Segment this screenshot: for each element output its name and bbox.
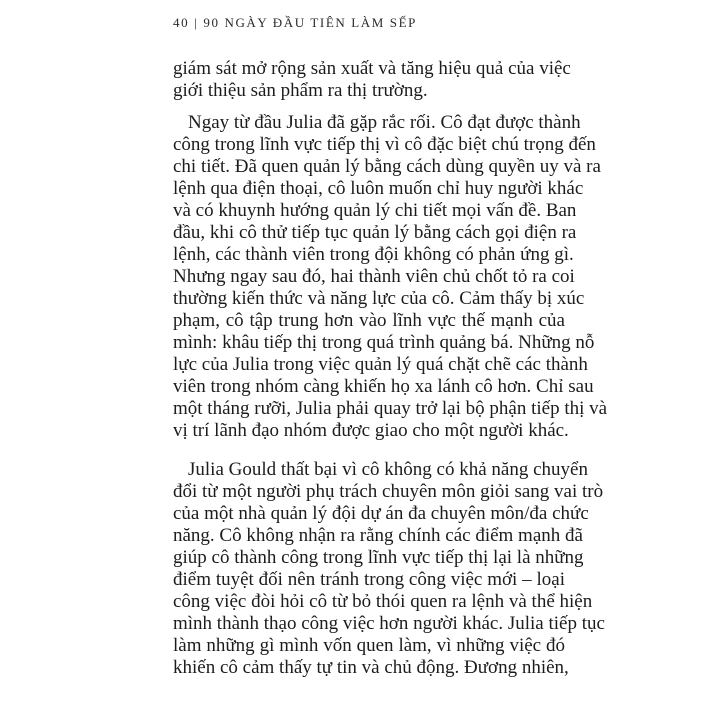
text-line: Nhưng ngay sau đó, hai thành viên chủ chốt tỏ ra coi [173,266,575,287]
text-line: đổi từ một người phụ trách chuyên môn giỏi sang vai trò [173,481,604,502]
text-line: lệnh qua điện thoại, cô luôn muốn chỉ huy người khác [173,178,584,199]
text-line: của một nhà quản lý đội dự án đa chuyên môn/đa chức [173,503,589,524]
text-line: giới thiệu sản phẩm ra thị trường. [173,80,428,101]
text-line: đầu, khi cô thử tiếp tục quản lý bằng cách gọi điện ra [173,222,577,243]
text-line: làm những gì mình vốn quen làm, vì những việc đó [173,635,565,656]
text-line: lực của Julia trong việc quản lý quá chặt chẽ các thành [173,354,588,375]
text-line: công việc đòi hỏi cô từ bỏ thói quen ra lệnh và thể hiện [173,591,593,612]
text-line: giám sát mở rộng sản xuất và tăng hiệu quả của việc [173,58,571,79]
text-line: vị trí lãnh đạo nhóm được giao cho một người khác. [173,420,569,441]
text-line: mình: khâu tiếp thị trong quá trình quảng bá. Những nỗ [173,332,595,353]
text-line: điểm tuyệt đối nên tránh trong công việc mới – loại [173,569,565,590]
text-line: giúp cô thành công trong lĩnh vực tiếp thị lại là những [173,547,584,568]
text-line: Julia Gould thất bại vì cô không có khả năng chuyển [188,459,588,480]
text-line: năng. Cô không nhận ra rằng chính các điểm mạnh đã [173,525,583,546]
page-number: 40 [173,15,190,30]
text-line: lệnh, các thành viên trong đội không có phản ứng gì. [173,244,574,265]
text-line: một tháng rưỡi, Julia phải quay trở lại bộ phận tiếp thị và [173,398,608,419]
header-separator: | [194,15,199,30]
running-header [173,15,417,31]
text-line: công trong lĩnh vực tiếp thị vì cô đặc biệt chú trọng đến [173,134,596,155]
text-line: phạm, cô tập trung hơn vào lĩnh vực thế mạnh của [173,310,565,331]
text-line: và có khuynh hướng quản lý chi tiết mọi vấn đề. Ban [173,200,577,221]
text-line: viên trong nhóm càng khiến họ xa lánh cô hơn. Chỉ sau [173,376,594,397]
text-line: Ngay từ đầu Julia đã gặp rắc rối. Cô đạt được thành [188,112,581,133]
text-line: thường kiến thức và năng lực của cô. Cảm thấy bị xúc [173,288,585,309]
text-line: chi tiết. Đã quen quản lý bằng cách dùng quyền uy và ra [173,156,601,177]
book-title: 90 NGÀY ĐẦU TIÊN LÀM SẾP [203,15,417,30]
text-line: khiến cô cảm thấy tự tin và chủ động. Đương nhiên, [173,657,569,678]
text-line: mình thành thạo công việc hơn người khác. Julia tiếp tục [173,613,605,634]
